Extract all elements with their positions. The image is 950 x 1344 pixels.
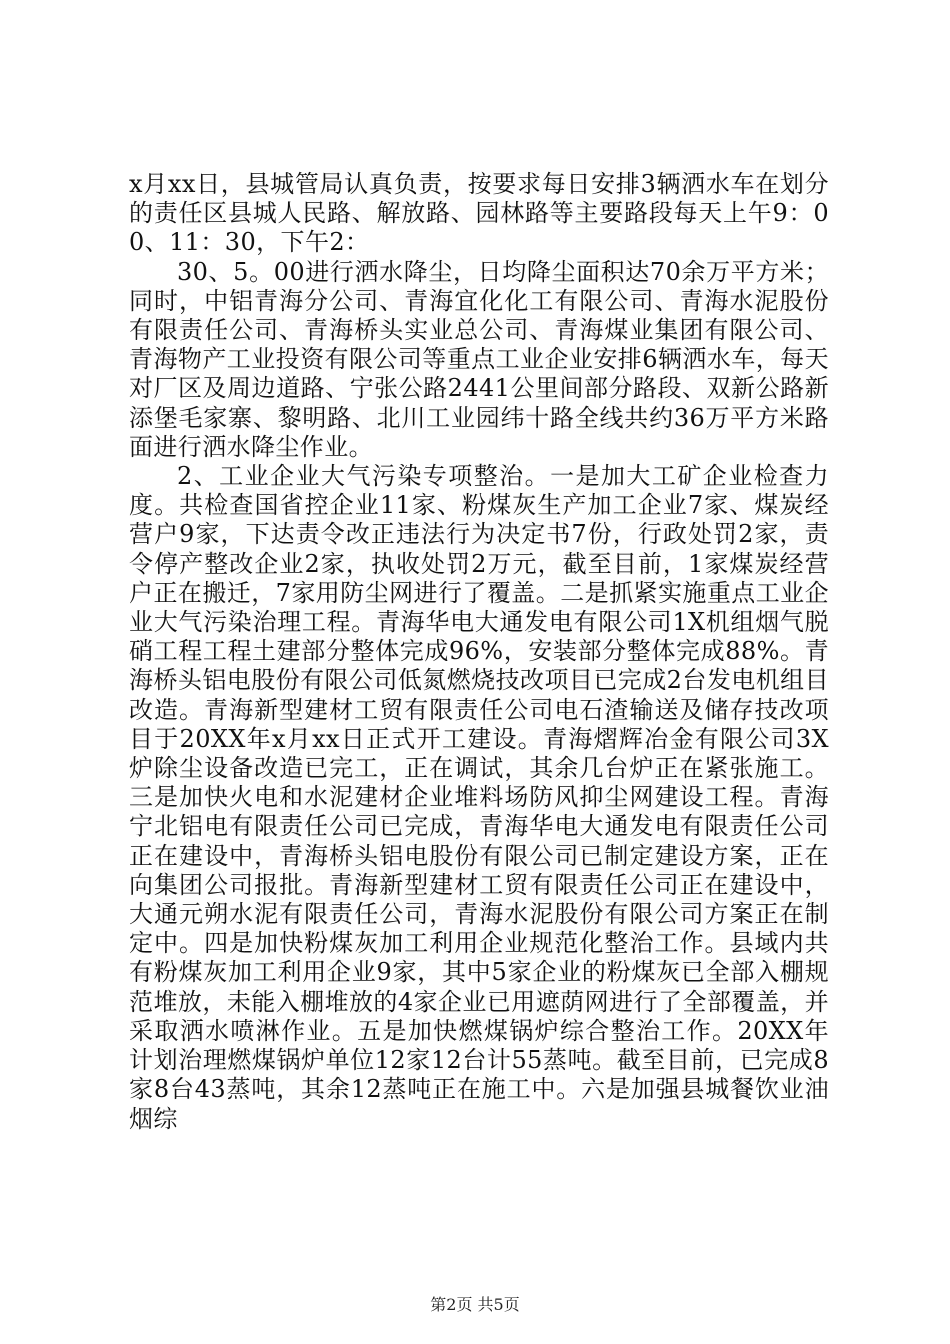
page-number-footer: 第2页 共5页 bbox=[430, 1295, 520, 1314]
paragraph-2: 30、5。00进行洒水降尘，日均降尘面积达70余万平方米；同时，中铝青海分公司、青海宜化化工有限公司、青海水泥股份有限责任公司、青海桥头实业总公司、青海煤业集团有限公司、青海物产工业投资有限公司等重点工业企业安排6辆洒水车，每天对厂区及周边道路、宁张公路2441公里间部分路段、双新公路新添堡毛家寨、黎明路、北川工业园纬十路全线共约36万平方米路面进行洒水降尘作业。 bbox=[129, 257, 829, 461]
document-body bbox=[129, 170, 829, 1134]
paragraph-3: 2、工业企业大气污染专项整治。一是加大工矿企业检查力度。共检查国省控企业11家、粉煤灰生产加工企业7家、煤炭经营户9家，下达责令改正违法行为决定书7份，行政处罚2家，责令停产整改企业2家，执收处罚2万元，截至目前，1家煤炭经营户正在搬迁，7家用防尘网进行了覆盖。二是抓紧实施重点工业企业大气污染治理工程。青海华电大通发电有限公司1X机组烟气脱硝工程工程土建部分整体完成96%，安装部分整体完成88%。青海桥头铝电股份有限公司低氮燃烧技改项目已完成2台发电机组目改造。青海新型建材工贸有限责任公司电石渣输送及储存技改项目于20XX年x月xx日正式开工建设。青海熠辉冶金有限公司3X炉除尘设备改造已完工，正在调试，其余几台炉正在紧张施工。三是加快火电和水泥建材企业堆料场防风抑尘网建设工程。青海宁北铝电有限责任公司已完成，青海华电大通发电有限责任公司正在建设中，青海桥头铝电股份有限公司已制定建设方案，正在向集团公司报批。青海新型建材工贸有限责任公司正在建设中，大通元朔水泥有限责任公司，青海水泥股份有限公司方案正在制定中。四是加快粉煤灰加工利用企业规范化整治工作。县域内共有粉煤灰加工利用企业9家，其中5家企业的粉煤灰已全部入棚规范堆放，未能入棚堆放的4家企业已用遮荫网进行了全部覆盖，并采取洒水喷淋作业。五是加快燃煤锅炉综合整治工作。20XX年计划治理燃煤锅炉单位12家12台计55蒸吨。截至目前，已完成8家8台43蒸吨，其余12蒸吨正在施工中。六是加强县城餐饮业油烟综 bbox=[129, 462, 829, 1133]
paragraph-1: x月xx日，县城管局认真负责，按要求每日安排3辆洒水车在划分的责任区县城人民路、解放路、园林路等主要路段每天上午9：00、11：30，下午2： bbox=[129, 170, 829, 257]
